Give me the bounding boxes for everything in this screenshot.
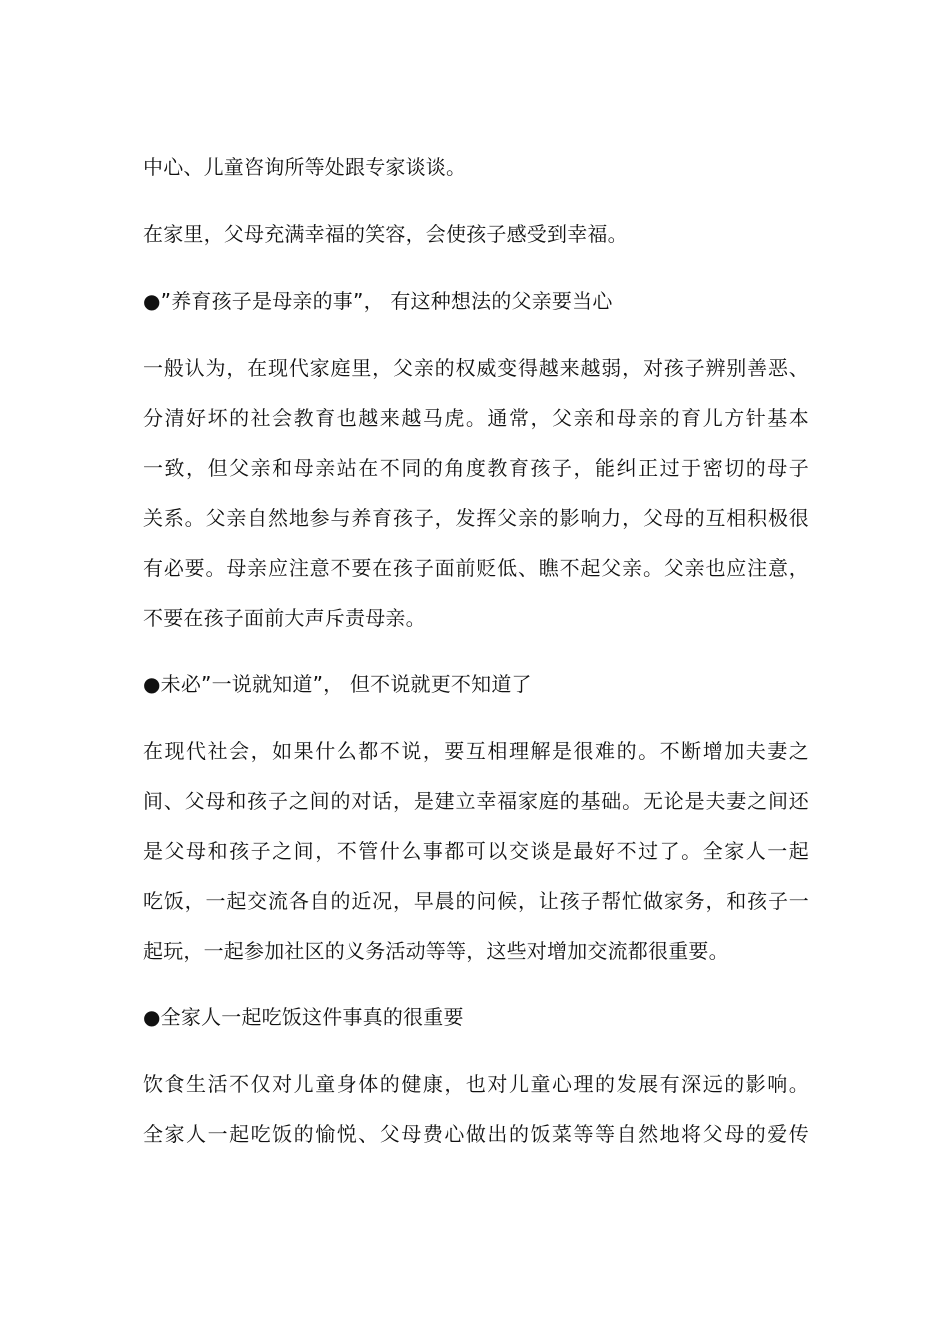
section-heading: ●全家人一起吃饭这件事真的很重要	[143, 1005, 464, 1029]
section-heading: ●”养育孩子是母亲的事”， 有这种想法的父亲要当心	[143, 289, 613, 313]
paragraph-line: 一般认为，在现代家庭里，父亲的权威变得越来越弱，对孩子辨别善恶、	[143, 356, 809, 380]
paragraph-line: 饮食生活不仅对儿童身体的健康，也对儿童心理的发展有深远的影响。	[143, 1072, 809, 1096]
paragraph-line: 有必要。母亲应注意不要在孩子面前贬低、瞧不起父亲。父亲也应注意，	[143, 556, 809, 580]
paragraph-line: 起玩，一起参加社区的义务活动等等，这些对增加交流都很重要。	[143, 939, 729, 963]
paragraph-line: 是父母和孩子之间，不管什么事都可以交谈是最好不过了。全家人一起	[143, 839, 809, 863]
section-heading: ●未必”一说就知道”， 但不说就更不知道了	[143, 672, 532, 696]
paragraph-line: 间、父母和孩子之间的对话，是建立幸福家庭的基础。无论是夫妻之间还	[143, 789, 809, 813]
paragraph-line: 在现代社会，如果什么都不说，要互相理解是很难的。不断增加夫妻之	[143, 739, 809, 763]
paragraph-line: 不要在孩子面前大声斥责母亲。	[143, 606, 426, 630]
paragraph-line: 全家人一起吃饭的愉悦、父母费心做出的饭菜等等自然地将父母的爱传	[143, 1122, 809, 1146]
paragraph-line: 吃饭，一起交流各自的近况，早晨的问候，让孩子帮忙做家务，和孩子一	[143, 889, 809, 913]
paragraph-line: 中心、儿童咨询所等处跟专家谈谈。	[143, 155, 467, 179]
paragraph-line: 分清好坏的社会教育也越来越马虎。通常，父亲和母亲的育儿方针基本	[143, 406, 809, 430]
paragraph-line: 关系。父亲自然地参与养育孩子，发挥父亲的影响力，父母的互相积极很	[143, 506, 809, 530]
paragraph-line: 一致，但父亲和母亲站在不同的角度教育孩子，能纠正过于密切的母子	[143, 456, 809, 480]
paragraph-line: 在家里，父母充满幸福的笑容，会使孩子感受到幸福。	[143, 222, 628, 246]
